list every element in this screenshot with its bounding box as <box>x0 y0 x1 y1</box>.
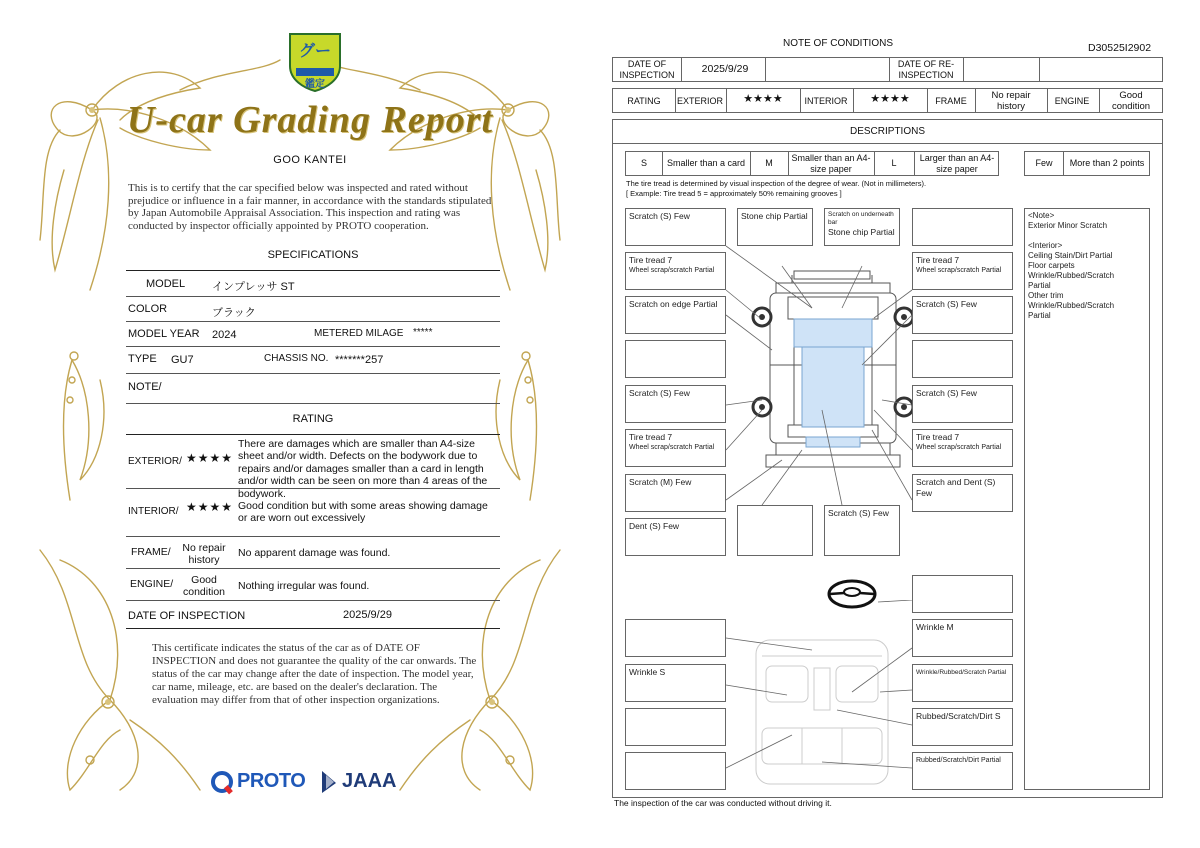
divider <box>126 270 500 271</box>
desc-box-left-rear: Scratch (M) Few <box>625 474 726 512</box>
legend-l: L <box>891 158 897 168</box>
desc-box-steering <box>912 575 1013 613</box>
svg-text:グー: グー <box>298 43 332 60</box>
exterior-label: EXTERIOR/ <box>128 456 182 467</box>
specifications-heading: SPECIFICATIONS <box>267 249 359 261</box>
divider <box>126 321 500 322</box>
divider <box>126 568 500 569</box>
document-id: D30525I2902 <box>1088 42 1152 54</box>
inspection-date-value: 2025/9/29 <box>343 609 392 621</box>
interior-label: INTERIOR <box>804 96 848 106</box>
frame-value: No repair history <box>182 542 226 567</box>
engine-value: Good condition <box>1111 90 1151 112</box>
divider <box>126 488 500 489</box>
divider <box>126 403 500 404</box>
engine-value: Good condition <box>182 574 226 599</box>
tire-rl-tread: Tire tread 7 <box>629 432 673 442</box>
tire-example: [ Example: Tire tread 5 = approximately 50% remaining grooves ] <box>626 189 842 198</box>
frame-label: FRAME/ <box>131 546 171 558</box>
desc-box-tire-fl <box>625 252 726 290</box>
desc-box-left-door-rear: Scratch (S) Few <box>625 385 726 423</box>
inspection-date-label: DATE OF INSPECTION <box>128 610 246 622</box>
tire-rr-tread: Tire tread 7 <box>916 432 960 442</box>
divider <box>126 600 500 601</box>
interior-stars: ★★★★ <box>870 93 910 105</box>
desc-box-tire-rr <box>912 429 1013 467</box>
jaaa-logo-icon <box>318 769 340 795</box>
engine-label: ENGINE/ <box>130 578 174 590</box>
desc-box-right-door-front <box>912 340 1013 378</box>
underneath-label-2: bar <box>828 219 838 226</box>
tire-rl-wheel: Wheel scrap/scratch Partial <box>629 444 715 451</box>
desc-box-rear-center <box>737 505 813 556</box>
desc-box-left-door-front <box>625 340 726 378</box>
interior-stars: ★★★★ <box>186 500 234 514</box>
date-of-reinspection-label: DATE OF RE-INSPECTION <box>897 59 955 80</box>
date-row <box>612 57 1163 82</box>
divider <box>126 346 500 347</box>
legend-s-desc: Smaller than a card <box>666 158 746 168</box>
desc-box-interior-front-right: Wrinkle M <box>912 619 1013 657</box>
frame-label: FRAME <box>935 96 967 106</box>
desc-box-interior-rear-seat-right: Rubbed/Scratch/Dirt Partial <box>912 752 1013 790</box>
few-legend <box>1024 151 1150 176</box>
chassis-value: *******257 <box>335 354 384 366</box>
proto-logo-text: PROTO <box>237 770 306 792</box>
tire-rr-wheel: Wheel scrap/scratch Partial <box>916 444 1002 451</box>
underneath-value: Stone chip Partial <box>828 227 895 237</box>
underneath-label-1: Scratch on underneath <box>828 211 894 218</box>
legend-few-desc: More than 2 points <box>1069 158 1145 168</box>
inspection-footer-note: The inspection of the car was conducted without driving it. <box>614 798 832 808</box>
legend-few: Few <box>1035 158 1053 168</box>
model-year-label: MODEL YEAR <box>128 328 200 340</box>
chassis-label: CHASSIS NO. <box>264 353 329 364</box>
desc-box-tire-fr <box>912 252 1013 290</box>
desc-box-interior-rear-left <box>625 708 726 746</box>
exterior-label: EXTERIOR <box>676 96 723 106</box>
desc-box-interior-left: Wrinkle S <box>625 664 726 702</box>
type-value: GU7 <box>171 354 194 366</box>
date-of-inspection-label: DATE OF INSPECTION <box>619 59 675 80</box>
frame-description: No apparent damage was found. <box>238 547 391 559</box>
legend-m: M <box>765 158 773 168</box>
report-title: U-car Grading Report <box>126 99 494 141</box>
divider <box>126 373 500 374</box>
note-of-conditions-panel <box>612 0 1164 848</box>
note-label: NOTE/ <box>128 381 162 393</box>
desc-box-right-rear: Scratch and Dent (S) Few <box>912 474 1013 512</box>
desc-box-front-left: Scratch (S) Few <box>625 208 726 246</box>
mileage-value: ***** <box>413 327 433 338</box>
desc-box-rear-left: Dent (S) Few <box>625 518 726 556</box>
model-value: インプレッサ ST <box>212 281 295 293</box>
type-label: TYPE <box>128 353 157 365</box>
rating-row <box>612 88 1163 113</box>
note-title: NOTE OF CONDITIONS <box>783 38 893 49</box>
exterior-stars: ★★★★ <box>743 93 783 105</box>
interior-label: INTERIOR/ <box>128 506 179 517</box>
legend-m-desc: Smaller than an A4-size paper <box>791 152 871 174</box>
desc-box-interior-rear-seat-left <box>625 752 726 790</box>
mileage-label: METERED MILAGE <box>314 328 404 339</box>
goo-kantei-badge-icon <box>286 30 344 92</box>
proto-logo-icon <box>210 770 236 796</box>
model-label: MODEL <box>146 278 186 290</box>
divider <box>126 296 500 297</box>
color-label: COLOR <box>128 303 168 315</box>
note-box: <Note> Exterior Minor Scratch <Interior> Ceiling Stain/Dirt Partial Floor carpets Wrinkle/Rubbed/Scratch Partial Other trim Wrinkle/Rubbed/Scratch Partial <box>1024 208 1150 790</box>
rating-heading: RATING <box>292 413 334 425</box>
descriptions-heading: DESCRIPTIONS <box>849 126 925 137</box>
date-of-inspection-value: 2025/9/29 <box>701 63 749 75</box>
desc-box-interior-front-left <box>625 619 726 657</box>
tire-fr-tread: Tire tread 7 <box>916 255 960 265</box>
engine-description: Nothing irregular was found. <box>238 580 370 592</box>
interior-description: Good condition but with some areas showing damage or are worn out excessively <box>238 500 488 525</box>
tire-fr-wheel: Wheel scrap/scratch Partial <box>916 267 1002 274</box>
size-legend <box>625 151 999 176</box>
certification-statement: This is to certify that the car specified below was inspected and rated without prejudice or influence in a fair manner, in accordance with the standards stipulated by Japan Automobile Appraisal Association. This inspection and rating was conducted by inspector officially appointed by PROTO cooperation. <box>128 182 492 232</box>
color-value: ブラック <box>212 307 256 319</box>
tire-note: The tire tread is determined by visual inspection of the degree of wear. (Not in millimeters). <box>626 179 927 188</box>
divider <box>126 434 500 435</box>
jaaa-logo-text: JAAA <box>342 770 397 792</box>
desc-box-left-front: Scratch on edge Partial <box>625 296 726 334</box>
desc-box-underneath <box>824 208 900 246</box>
desc-box-right-door-rear: Scratch (S) Few <box>912 385 1013 423</box>
desc-box-front-right <box>912 208 1013 246</box>
exterior-stars: ★★★★ <box>186 451 234 465</box>
desc-box-front-bumper: Stone chip Partial <box>737 208 813 246</box>
model-year-value: 2024 <box>212 329 237 341</box>
desc-box-interior-right: Wrinkle/Rubbed/Scratch Partial <box>912 664 1013 702</box>
desc-box-rear-bumper: Scratch (S) Few <box>824 505 900 556</box>
legend-l-desc: Larger than an A4-size paper <box>919 152 995 174</box>
desc-box-interior-rear-right: Rubbed/Scratch/Dirt S <box>912 708 1013 746</box>
certificate-disclaimer: This certificate indicates the status of the car as of DATE OF INSPECTION and does not guarantee the quality of the car onwards. The status of the car may change after the date of inspection. The model year, car name, mileage, etc. are based on the dealer's declaration. The evaluation may differ from that of other inspection organizations. <box>152 642 477 706</box>
divider <box>126 536 500 537</box>
frame-value: No repair history <box>991 90 1031 112</box>
svg-text:鑑定: 鑑定 <box>305 79 325 90</box>
desc-box-right-front: Scratch (S) Few <box>912 296 1013 334</box>
tire-fl-wheel: Wheel scrap/scratch Partial <box>629 267 715 274</box>
desc-box-tire-rl <box>625 429 726 467</box>
rating-label: RATING <box>627 96 661 106</box>
divider <box>126 628 500 629</box>
engine-label: ENGINE <box>1054 96 1090 106</box>
report-subtitle: GOO KANTEI <box>273 154 347 166</box>
legend-s: S <box>640 158 647 168</box>
exterior-description: There are damages which are smaller than A4-size sheet and/or width. Defects on the bodywork due to repairs and/or damages smaller than a card in length and/or width can be seen on more than 4 areas of the bodywork. <box>238 438 488 500</box>
tire-fl-tread: Tire tread 7 <box>629 255 673 265</box>
